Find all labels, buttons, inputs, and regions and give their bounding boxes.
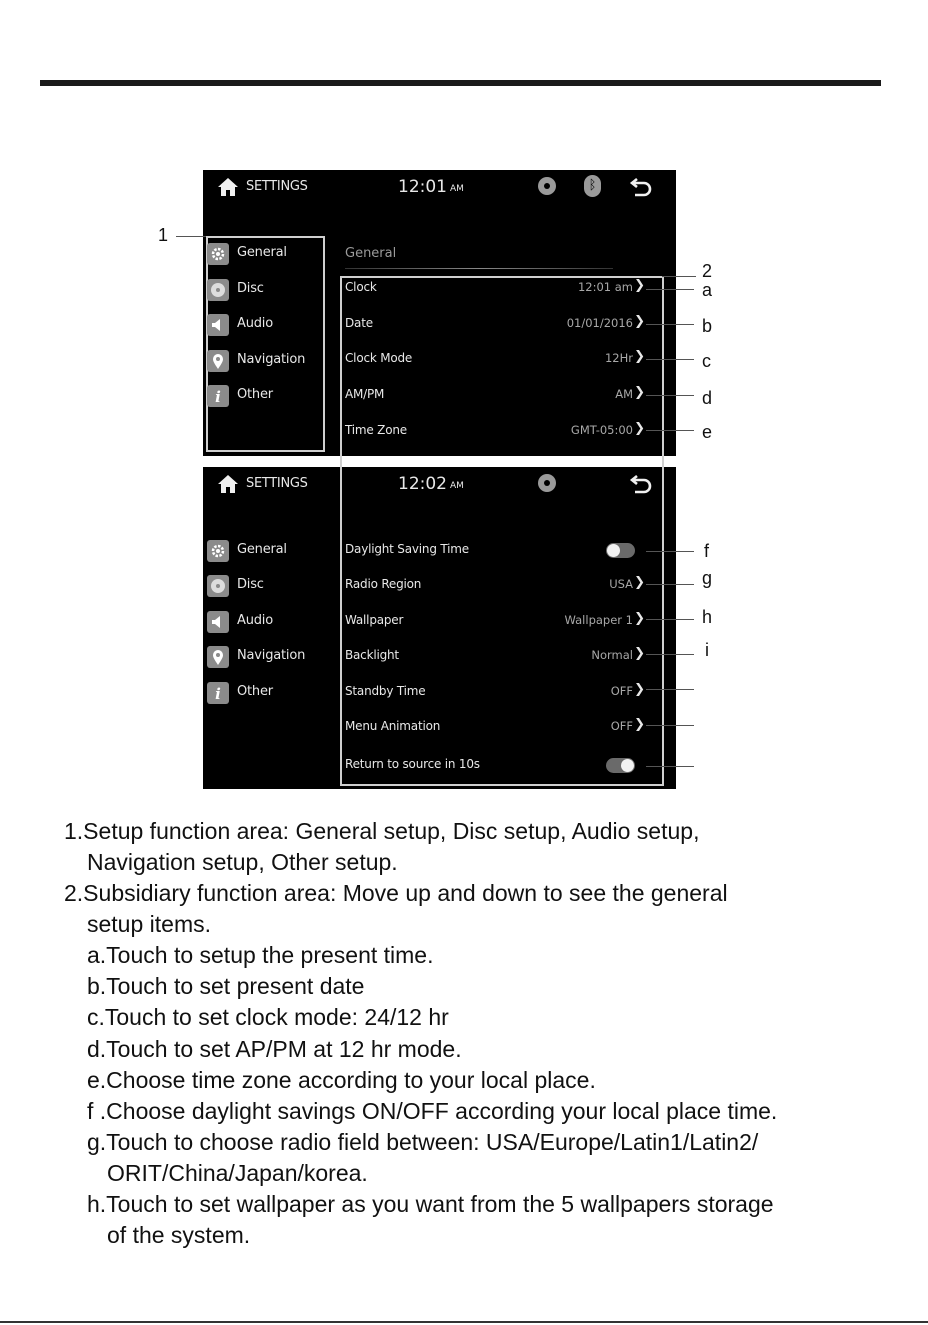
setting-label: Menu Animation bbox=[345, 719, 441, 733]
callout-i: i bbox=[705, 640, 709, 660]
location-pin-icon bbox=[207, 646, 229, 668]
back-icon[interactable] bbox=[629, 175, 653, 197]
menu-item-label: Disc bbox=[237, 281, 264, 296]
leader-line-i bbox=[646, 654, 694, 655]
menu-item-navigation[interactable] bbox=[207, 348, 327, 374]
menu-item-label: Audio bbox=[237, 316, 273, 331]
leader-line-f bbox=[646, 551, 694, 552]
menu-item-label: Audio bbox=[237, 613, 273, 628]
setting-value: OFF bbox=[610, 719, 633, 733]
home-icon[interactable] bbox=[217, 176, 239, 198]
menu-item-disc[interactable] bbox=[207, 573, 327, 599]
chevron-right-icon: ❯ bbox=[634, 575, 645, 590]
instruction-line: setup items. bbox=[87, 911, 211, 937]
instruction-line: g.Touch to choose radio field between: USA/Europe/Latin1/Latin2/ bbox=[87, 1129, 759, 1155]
instruction-line: c.Touch to set clock mode: 24/12 hr bbox=[87, 1004, 449, 1030]
setting-value: GMT-05:00 bbox=[570, 423, 633, 437]
setting-label: Clock Mode bbox=[345, 351, 413, 365]
status-time: 12:02 bbox=[398, 474, 447, 494]
chevron-right-icon: ❯ bbox=[634, 349, 645, 364]
instruction-line: 2.Subsidiary function area: Move up and down to see the general bbox=[64, 880, 728, 906]
setting-label: Radio Region bbox=[345, 577, 422, 591]
chevron-right-icon: ❯ bbox=[634, 278, 645, 293]
leader-line-1 bbox=[176, 236, 206, 237]
callout-2: 2 bbox=[702, 261, 713, 281]
chevron-right-icon: ❯ bbox=[634, 717, 645, 732]
chevron-right-icon: ❯ bbox=[634, 385, 645, 400]
setting-value: 12:01 am bbox=[577, 280, 633, 294]
info-icon bbox=[207, 682, 229, 704]
header-rule bbox=[40, 80, 881, 86]
svg-text:i: i bbox=[215, 685, 221, 703]
svg-text:i: i bbox=[215, 388, 221, 406]
setting-value: Normal bbox=[591, 648, 633, 662]
chevron-right-icon: ❯ bbox=[634, 646, 645, 661]
instruction-line: d.Touch to set AP/PM at 12 hr mode. bbox=[87, 1036, 462, 1062]
gear-icon bbox=[207, 540, 229, 562]
screen-title: SETTINGS bbox=[246, 179, 308, 194]
callout-g: g bbox=[702, 568, 713, 588]
setting-value: USA bbox=[609, 577, 633, 591]
leader-line-return-source bbox=[646, 766, 694, 767]
disc-icon[interactable] bbox=[538, 177, 556, 195]
instruction-line: Navigation setup, Other setup. bbox=[87, 849, 398, 875]
leader-line-e bbox=[646, 430, 694, 431]
menu-item-general[interactable] bbox=[207, 538, 327, 564]
chevron-right-icon: ❯ bbox=[634, 611, 645, 626]
menu-item-navigation[interactable] bbox=[207, 644, 327, 670]
gear-icon bbox=[207, 243, 229, 265]
menu-item-label: Disc bbox=[237, 577, 264, 592]
callout-f: f bbox=[704, 541, 710, 561]
setting-value: 01/01/2016 bbox=[566, 316, 633, 330]
callout-1: 1 bbox=[158, 225, 169, 245]
leader-line-c bbox=[646, 359, 694, 360]
callout-c: c bbox=[702, 351, 711, 371]
menu-item-label: Other bbox=[237, 387, 273, 402]
screen-title: SETTINGS bbox=[246, 476, 308, 491]
leader-line-menu-animation bbox=[646, 725, 694, 726]
menu-item-general[interactable] bbox=[207, 241, 327, 267]
leader-line-g bbox=[646, 584, 694, 585]
menu-item-label: Other bbox=[237, 684, 273, 699]
status-time: 12:01 bbox=[398, 177, 447, 197]
callout-e: e bbox=[702, 422, 713, 442]
leader-line-d bbox=[646, 395, 694, 396]
setting-value: AM bbox=[615, 387, 633, 401]
speaker-icon bbox=[207, 314, 229, 336]
instruction-line: e.Choose time zone according to your local place. bbox=[87, 1067, 596, 1093]
menu-item-label: General bbox=[237, 542, 287, 557]
section-heading: General bbox=[345, 246, 397, 261]
leader-line-b bbox=[646, 324, 694, 325]
instruction-line: a.Touch to setup the present time. bbox=[87, 942, 434, 968]
heading-divider bbox=[345, 268, 613, 269]
setting-label: Time Zone bbox=[345, 423, 407, 437]
setting-label: Clock bbox=[345, 280, 377, 294]
disc-icon bbox=[207, 279, 229, 301]
setting-label: Daylight Saving Time bbox=[345, 542, 469, 556]
bluetooth-icon[interactable]: ᛒ bbox=[584, 175, 601, 197]
info-icon bbox=[207, 385, 229, 407]
instruction-line: of the system. bbox=[107, 1222, 251, 1248]
home-icon[interactable] bbox=[217, 473, 239, 495]
chevron-right-icon: ❯ bbox=[634, 421, 645, 436]
location-pin-icon bbox=[207, 350, 229, 372]
leader-line-a bbox=[646, 289, 694, 290]
menu-item-audio[interactable] bbox=[207, 312, 327, 338]
setting-label: Return to source in 10s bbox=[345, 757, 480, 771]
disc-icon bbox=[207, 575, 229, 597]
setting-value: Wallpaper 1 bbox=[564, 613, 633, 627]
chevron-right-icon: ❯ bbox=[634, 682, 645, 697]
menu-item-audio[interactable] bbox=[207, 609, 327, 635]
callout-d: d bbox=[702, 388, 713, 408]
menu-item-other[interactable] bbox=[207, 680, 327, 706]
menu-item-disc[interactable] bbox=[207, 277, 327, 303]
footer-rule bbox=[0, 1321, 928, 1323]
status-ampm: AM bbox=[450, 184, 464, 194]
instruction-line: f .Choose daylight savings ON/OFF according your local place time. bbox=[87, 1098, 778, 1124]
setting-label: Wallpaper bbox=[345, 613, 404, 627]
instruction-line: h.Touch to set wallpaper as you want from the 5 wallpapers storage bbox=[87, 1191, 774, 1217]
setting-label: Standby Time bbox=[345, 684, 426, 698]
setup-function-area-frame bbox=[206, 236, 325, 452]
instruction-line: b.Touch to set present date bbox=[87, 973, 365, 999]
leader-line-standby bbox=[646, 689, 694, 690]
instruction-line: 1.Setup function area: General setup, Disc setup, Audio setup, bbox=[64, 818, 700, 844]
menu-item-other[interactable] bbox=[207, 383, 327, 409]
subsidiary-function-area-frame bbox=[340, 276, 664, 786]
callout-h: h bbox=[702, 607, 713, 627]
callout-a: a bbox=[702, 280, 713, 300]
status-ampm: AM bbox=[450, 481, 464, 491]
leader-line-2 bbox=[662, 276, 696, 277]
leader-line-h bbox=[646, 619, 694, 620]
menu-item-label: General bbox=[237, 245, 287, 260]
callout-b: b bbox=[702, 316, 713, 336]
chevron-right-icon: ❯ bbox=[634, 314, 645, 329]
menu-item-label: Navigation bbox=[237, 648, 306, 663]
menu-item-label: Navigation bbox=[237, 352, 306, 367]
speaker-icon bbox=[207, 611, 229, 633]
setting-value: 12Hr bbox=[604, 351, 633, 365]
setting-label: AM/PM bbox=[345, 387, 385, 401]
setting-label: Date bbox=[345, 316, 373, 330]
setting-label: Backlight bbox=[345, 648, 399, 662]
instruction-line: ORIT/China/Japan/korea. bbox=[107, 1160, 368, 1186]
setting-value: OFF bbox=[610, 684, 633, 698]
